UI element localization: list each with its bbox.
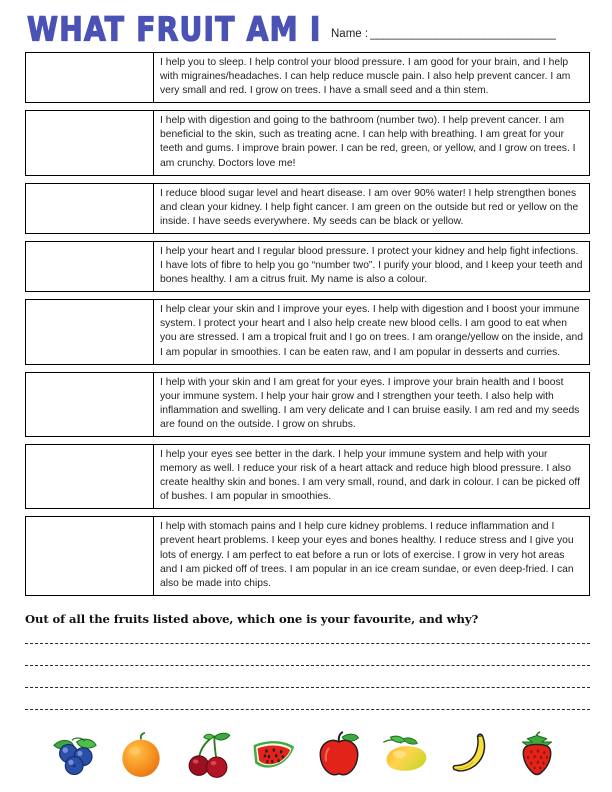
answer-input-cell[interactable] (26, 184, 154, 233)
riddle-row (25, 52, 590, 103)
cherries-icon (181, 729, 233, 781)
strawberry-icon (511, 729, 563, 781)
riddle-clue-text: I help you to sleep. I help control your blood pressure. I am good for your brain, and I help with migraines/headaches. I can help reduce muscle pain. I also help prevent cancer. I am very small and red. I grow on trees. I have a small seed and a thin stem. (160, 57, 571, 97)
apple-icon (313, 729, 365, 781)
riddle-row (25, 516, 590, 595)
riddle-row (25, 241, 590, 292)
riddle-clue-text: I help with your skin and I am great for your eyes. I improve your brain health and I boost your immune system. I help your hair grow and I strengthen your teeth. I also help with inflammation and swelling. I am very delicate and I can bruise easily. I am red and my seeds are found on the outside. I grow on shrubs. (160, 376, 580, 430)
name-label: Name : (331, 28, 369, 40)
riddle-clue-text: I help your heart and I regular blood pressure. I protect your kidney and help fight infections. I have lots of fibre to help you go “number two”. I purify your blood, and I keep your teeth and bones healthy. I am a citrus fruit. My name is also a colour. (160, 245, 583, 286)
worksheet-header (0, 0, 612, 52)
answer-input-cell[interactable] (26, 445, 154, 508)
blueberries-icon (49, 729, 101, 781)
answer-input-cell[interactable] (26, 300, 154, 363)
riddle-table (0, 52, 612, 596)
riddle-clue-text: I help clear your skin and I improve your eyes. I help with digestion and I boost your immune system. I protect your heart and I also help create new blood cells. I am good to eat when you are stressed. I am a tropical fruit and I go on trees. I am orange/yellow on the inside, and I am popular in smoothies. I can be eaten raw, and I am popular in desserts and curries. (160, 304, 583, 358)
answer-write-line[interactable] (25, 677, 590, 699)
riddle-row (25, 444, 590, 509)
answer-input-cell[interactable] (26, 517, 154, 594)
answer-write-line[interactable] (25, 655, 590, 677)
orange-icon (115, 729, 167, 781)
answer-input-cell[interactable] (26, 53, 154, 102)
riddle-clue-text: I reduce blood sugar level and heart disease. I am over 90% water! I help strengthen bones and clean your kidney. I help fight cancer. I am green on the outside but red or yellow on the inside. I have seeds everywhere. My seeds can be black or yellow. (160, 187, 579, 227)
answer-input-cell[interactable] (26, 242, 154, 291)
name-input-line[interactable]: _______________________________ (370, 28, 556, 40)
riddle-row (25, 110, 590, 175)
riddle-row (25, 299, 590, 364)
riddle-clue-text: I help with digestion and going to the bathroom (number two). I help prevent cancer. I am beneficial to the skin, such as treating acne. I can help with breathing. I am great for your teeth and gums. I improve brain power. I can be red, green, or yellow, and I grow on trees. I am crunchy. Doctors love me! (160, 115, 576, 169)
banana-icon (445, 729, 497, 781)
name-field-group (331, 28, 556, 40)
mango-icon (379, 729, 431, 781)
riddle-row (25, 183, 590, 234)
riddle-row (25, 372, 590, 437)
question-prompt: Out of all the fruits listed above, which one is your favourite, and why? (25, 611, 479, 626)
page-title: WHAT FRUIT AM I (27, 11, 322, 49)
answer-input-cell[interactable] (26, 111, 154, 174)
answer-write-line[interactable] (25, 633, 590, 655)
watermelon-slice-icon (247, 729, 299, 781)
riddle-clue-text: I help with stomach pains and I help cure kidney problems. I reduce inflammation and I prevent heart problems. I keep your eyes and bones healthy. I reduce stress and I give you lots of energy. I am perfect to eat before a run or lots of exercise. I grow in very hot areas and I am picked off of trees. I am popular in an ice cream sundae, or even deep-fried. I can also be made into chips. (160, 521, 574, 589)
fruit-image-strip (0, 724, 612, 786)
answer-write-line[interactable] (25, 699, 590, 721)
answer-input-cell[interactable] (26, 373, 154, 436)
favourite-fruit-question-block (0, 603, 612, 721)
riddle-clue-text: I help your eyes see better in the dark. I help your immune system and help with your memory as well. I reduce your risk of a heart attack and reduce high blood pressure. I also create healthy skin and bones. I am very small, round, and dark in colour. I can be picked off of bushes. I am popular in smoothies. (160, 448, 580, 503)
answer-lines (25, 633, 590, 721)
